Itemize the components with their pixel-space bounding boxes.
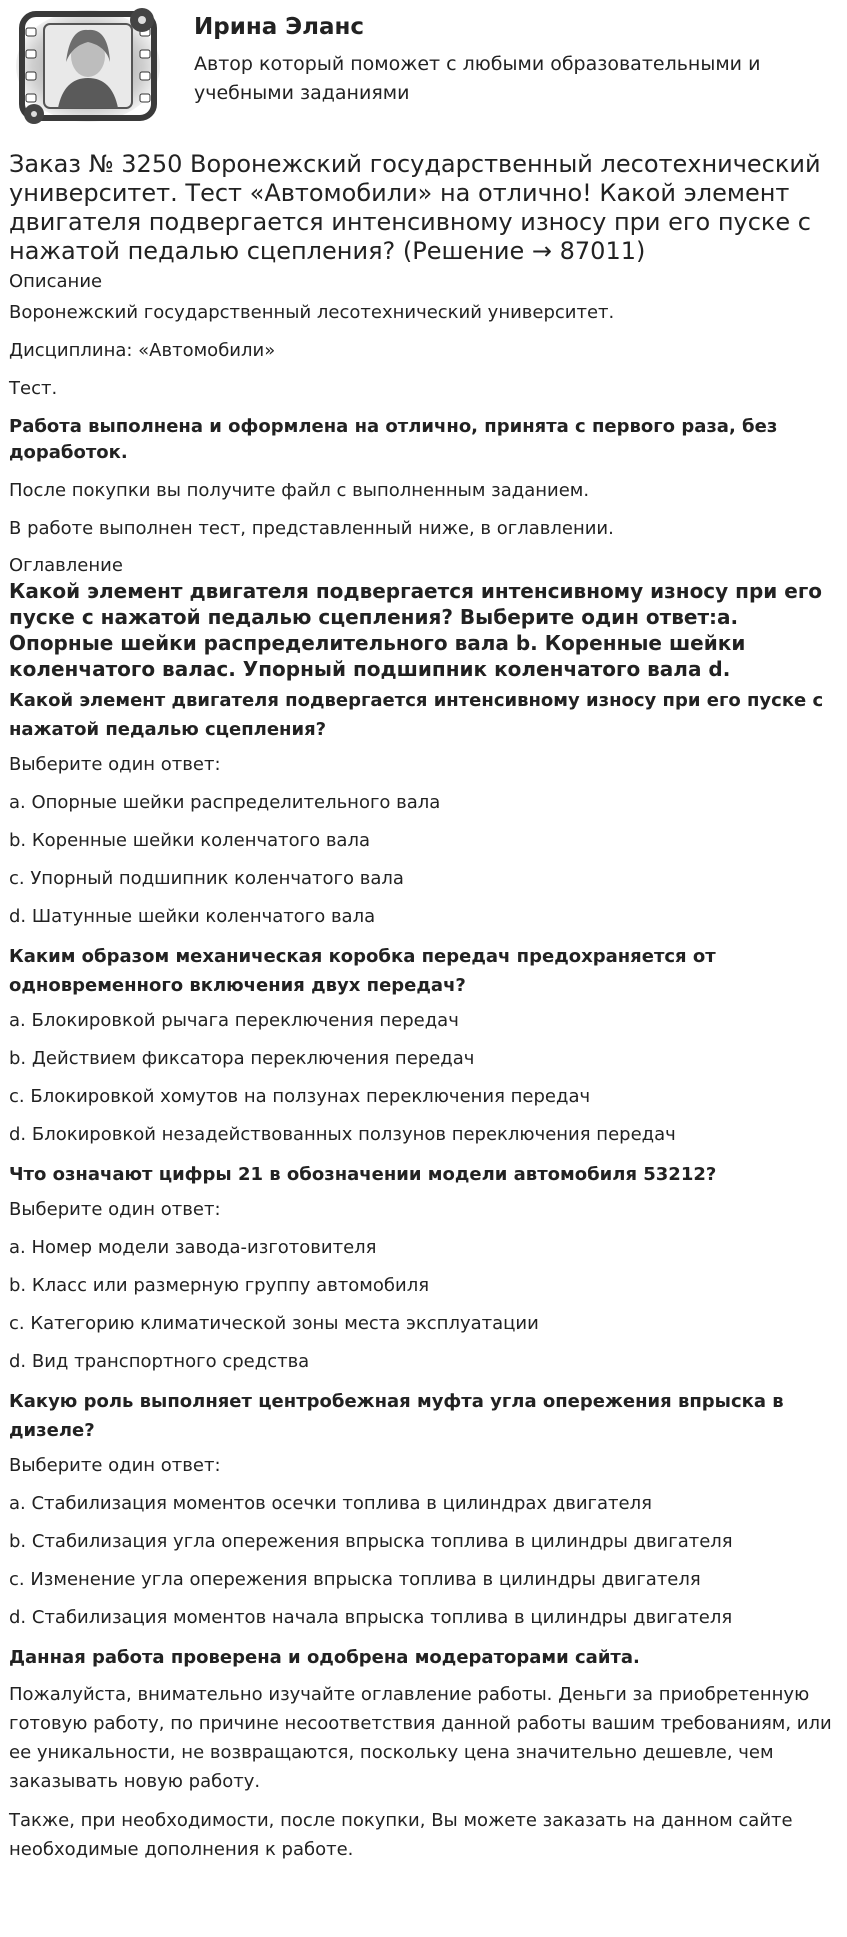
answer-option: d. Вид транспортного средства — [9, 1351, 310, 1372]
description-type: Тест. — [9, 378, 58, 399]
author-avatar — [14, 6, 162, 126]
answer-option: b. Стабилизация угла опережения впрыска топлива в цилиндры двигателя — [9, 1531, 733, 1552]
question-text: Что означают цифры 21 в обозначении модели автомобиля 53212? — [9, 1164, 717, 1185]
order-title: Заказ № 3250 Воронежский государственный лесотехнический университет. Тест «Автомобили» на отлично! Какой элемент двигателя подвергается интенсивному износу при его пуске с нажатой педалью сцепления? (Решение → 87011) — [9, 150, 821, 265]
question-block-2 — [9, 942, 838, 1148]
description-discipline: Дисциплина: «Автомобили» — [9, 340, 276, 361]
answer-option: a. Номер модели завода-изготовителя — [9, 1237, 377, 1258]
answer-option: a. Опорные шейки распределительного вала — [9, 792, 441, 813]
question-block-1 — [9, 686, 838, 930]
answer-option: d. Шатунные шейки коленчатого вала — [9, 906, 376, 927]
answer-option: c. Категорию климатической зоны места эксплуатации — [9, 1313, 539, 1334]
answer-prompt: Выберите один ответ: — [9, 1455, 221, 1476]
author-description: Автор который поможет с любыми образовательными и учебными заданиями — [194, 53, 761, 104]
answer-option: a. Стабилизация моментов осечки топлива в цилиндрах двигателя — [9, 1493, 652, 1514]
question-text: Каким образом механическая коробка передач предохраняется от одновременного включения двух передач? — [9, 946, 716, 996]
author-card — [9, 0, 838, 150]
answer-prompt: Выберите один ответ: — [9, 754, 221, 775]
closing-refund-policy: Пожалуйста, внимательно изучайте оглавление работы. Деньги за приобретенную готовую работу, по причине несоответствия данной работы вашим требованиям, или ее уникальности, не возвращаются, поскольку цена значительно дешевле, чем заказывать новую работу. — [9, 1684, 832, 1792]
toc-label: Оглавление — [9, 555, 123, 576]
author-name[interactable]: Ирина Эланс — [194, 14, 365, 40]
answer-option: b. Действием фиксатора переключения передач — [9, 1048, 475, 1069]
answer-option: d. Стабилизация моментов начала впрыска топлива в цилиндры двигателя — [9, 1607, 733, 1628]
question-text: Какой элемент двигателя подвергается интенсивному износу при его пуске с нажатой педалью сцепления? — [9, 690, 824, 740]
question-block-4 — [9, 1387, 838, 1631]
question-text: Какую роль выполняет центробежная муфта угла опережения впрыска в дизеле? — [9, 1391, 784, 1441]
answer-option: a. Блокировкой рычага переключения передач — [9, 1010, 459, 1031]
after-purchase-toc: В работе выполнен тест, представленный ниже, в оглавлении. — [9, 518, 614, 539]
answer-option: c. Упорный подшипник коленчатого вала — [9, 868, 404, 889]
answer-option: d. Блокировкой незадействованных ползунов переключения передач — [9, 1124, 676, 1145]
answer-option: c. Изменение угла опережения впрыска топлива в цилиндры двигателя — [9, 1569, 701, 1590]
answer-option: c. Блокировкой хомутов на ползунах переключения передач — [9, 1086, 591, 1107]
description-label: Описание — [9, 271, 103, 292]
description-university: Воронежский государственный лесотехнический университет. — [9, 302, 615, 323]
toc-heading: Какой элемент двигателя подвергается интенсивному износу при его пуске с нажатой педалью сцепления? Выберите один ответ:a. Опорные шейки распределительного вала b. Коренные шейки коленчатого валас. Упорный подшипник коленчатого вала d. — [9, 579, 823, 681]
quality-note: Работа выполнена и оформлена на отлично, принята с первого раза, без доработок. — [9, 416, 778, 463]
answer-option: b. Класс или размерную группу автомобиля — [9, 1275, 430, 1296]
approved-note: Данная работа проверена и одобрена модераторами сайта. — [9, 1647, 640, 1668]
after-purchase-file: После покупки вы получите файл с выполненным заданием. — [9, 480, 590, 501]
answer-prompt: Выберите один ответ: — [9, 1199, 221, 1220]
question-block-3 — [9, 1160, 838, 1375]
closing-additions: Также, при необходимости, после покупки, Вы можете заказать на данном сайте необходимые дополнения к работе. — [9, 1810, 793, 1860]
answer-option: b. Коренные шейки коленчатого вала — [9, 830, 371, 851]
